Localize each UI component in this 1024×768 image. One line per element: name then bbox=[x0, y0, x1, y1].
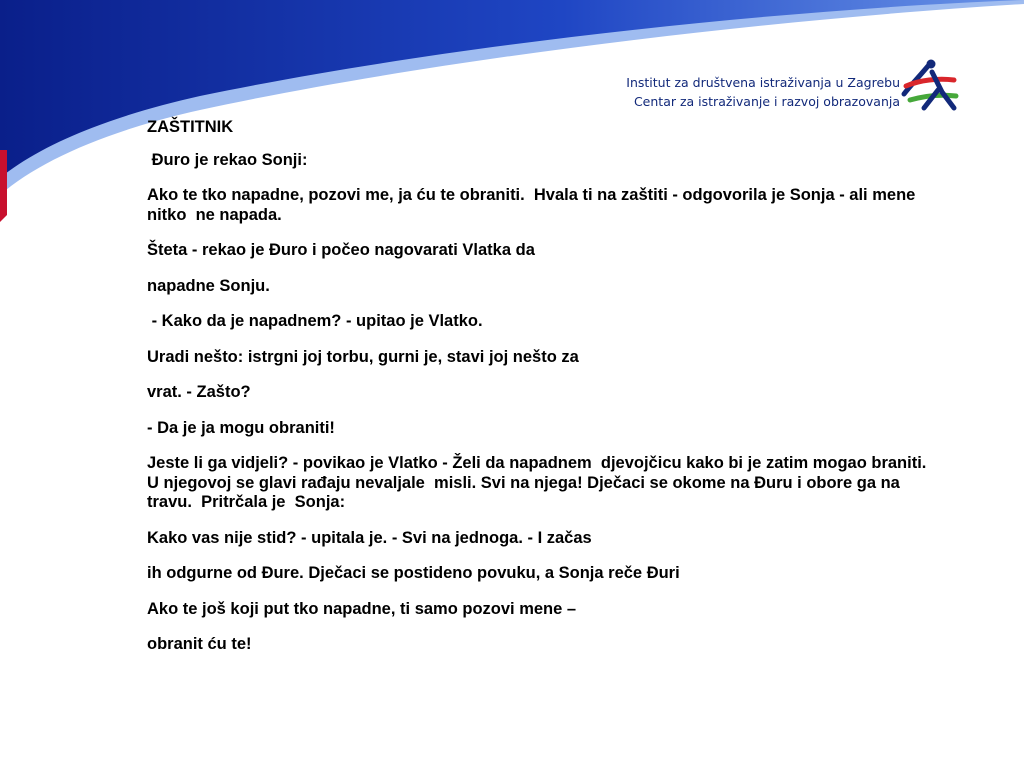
story-paragraph: ih odgurne od Đure. Dječaci se postideno povuku, a Sonja reče Đuri bbox=[147, 564, 680, 582]
institute-logo-figure-icon bbox=[898, 56, 962, 116]
story-paragraph: Šteta - rekao je Đuro i počeo nagovarati Vlatka da bbox=[147, 241, 535, 259]
centre-name: Centar za istraživanje i razvoj obrazovanja bbox=[633, 94, 900, 109]
story-paragraph: obranit ću te! bbox=[147, 635, 252, 653]
institute-name: Institut za društvena istraživanja u Zagrebu bbox=[626, 75, 900, 90]
story-paragraph: Uradi nešto: istrgni joj torbu, gurni je, stavi joj nešto za bbox=[147, 347, 579, 366]
left-red-edge bbox=[0, 150, 7, 222]
story-paragraph: - Kako da je napadnem? - upitao je Vlatko. bbox=[147, 312, 483, 330]
story-paragraph: vrat. - Zašto? bbox=[147, 383, 251, 401]
story-text bbox=[147, 118, 937, 671]
story-paragraph: Kako vas nije stid? - upitala je. - Svi na jednoga. - I začas bbox=[147, 528, 592, 547]
institute-header bbox=[560, 73, 900, 111]
story-title: ZAŠTITNIK bbox=[147, 118, 234, 136]
story-paragraph: - Da je ja mogu obraniti! bbox=[147, 418, 335, 437]
story-paragraph: Jeste li ga vidjeli? - povikao je Vlatko - Želi da napadnem djevojčicu kako bi je zatim mogao braniti. U njegovoj se glavi rađaju nevaljale misli. Svi na njega! Dječaci se okome na Đuru i obore ga na travu. Pritrčala je Sonja: bbox=[147, 454, 931, 511]
story-paragraph: Ako te tko napadne, pozovi me, ja ću te obraniti. Hvala ti na zaštiti - odgovorila je Sonja - ali mene nitko ne napada. bbox=[147, 186, 920, 224]
story-paragraph: napadne Sonju. bbox=[147, 276, 270, 295]
story-paragraph: Đuro je rekao Sonji: bbox=[147, 150, 308, 169]
story-paragraph: Ako te još koji put tko napadne, ti samo pozovi mene – bbox=[147, 599, 577, 618]
